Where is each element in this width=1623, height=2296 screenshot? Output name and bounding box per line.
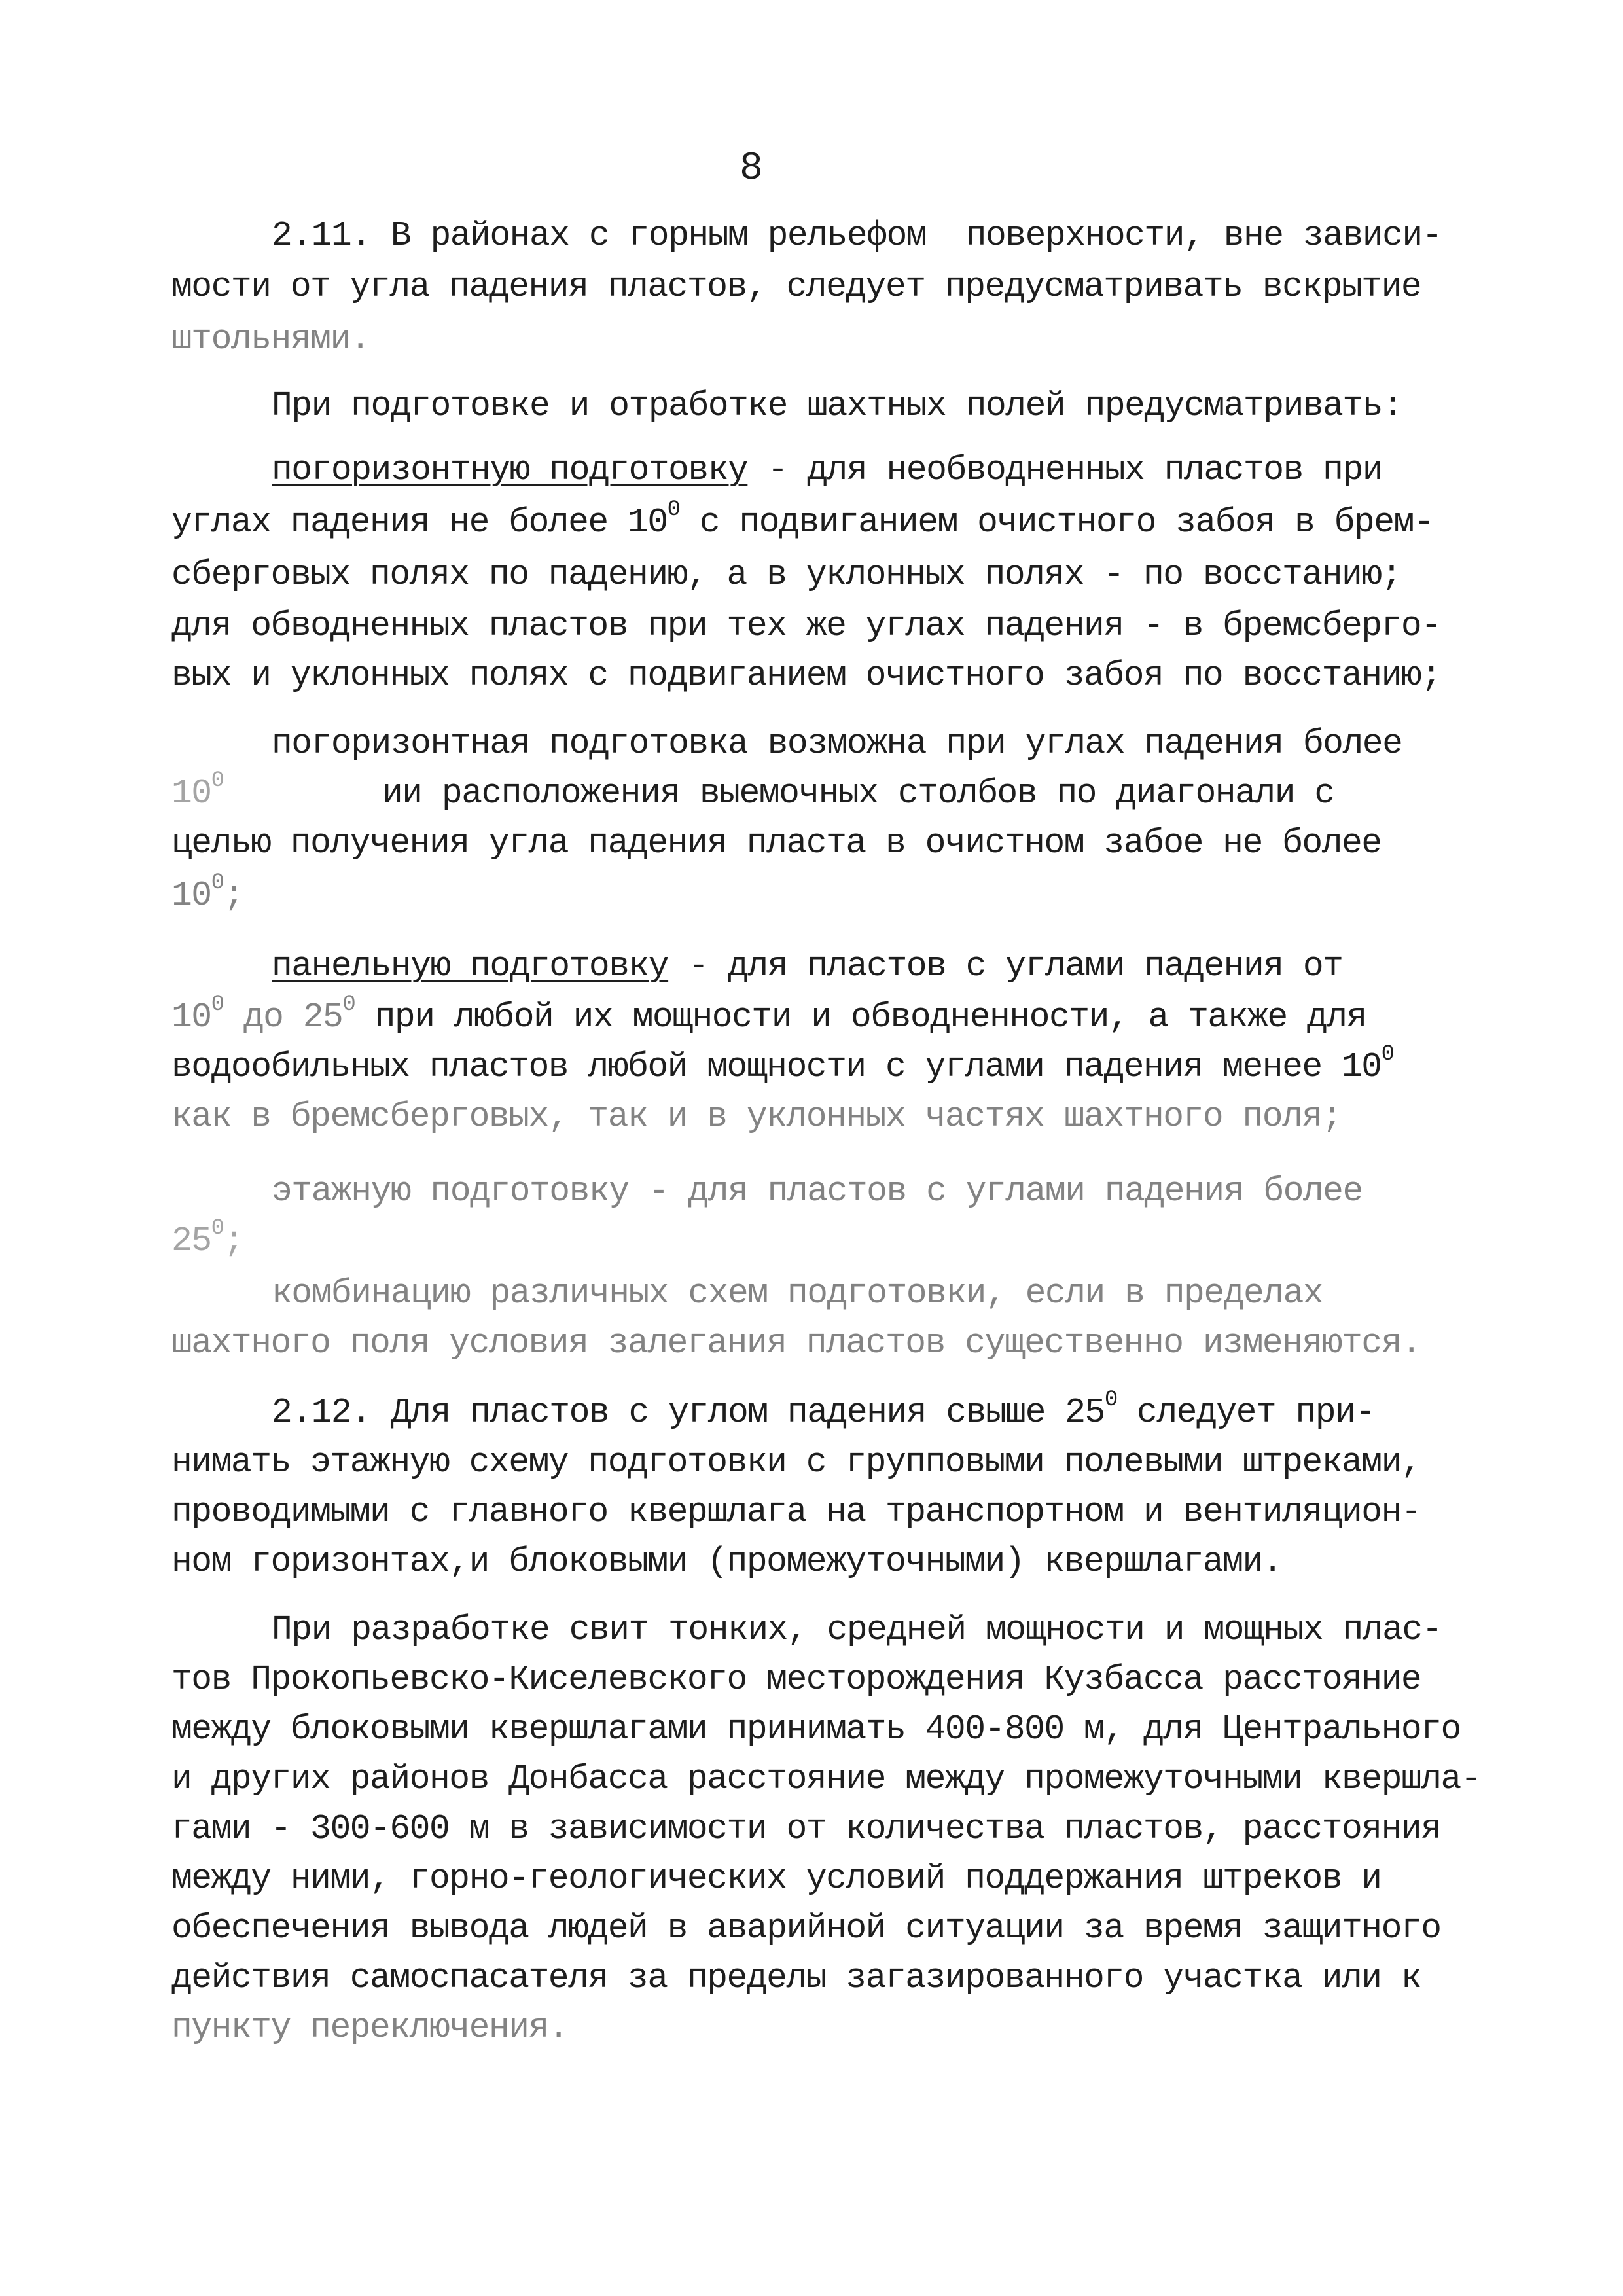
paragraph-line-6: между ними, горно-геологических условий поддержания штреков и: [171, 1859, 1382, 1898]
item-2-line-1: [272, 946, 1343, 986]
paragraph-line-5: гами - 300-600 м в зависимости от количества пластов, расстояния: [171, 1809, 1441, 1848]
degree-sign: 0: [667, 497, 680, 523]
paragraph-line-4: и других районов Донбасса расстояние между промежуточными квершла-: [171, 1759, 1481, 1799]
degree-sign: 0: [211, 1216, 224, 1242]
item-1b-line-1: погоризонтная подготовка возможна при углах падения более: [272, 724, 1402, 763]
item-2-line-2-b: до 25: [223, 997, 343, 1037]
section-2-11-line-2: мости от угла падения пластов, следует предусматривать вскрытие: [171, 267, 1421, 306]
item-1-term: погоризонтную подготовку: [272, 450, 748, 490]
item-1b-line-3: целью получения угла падения пласта в очистном забое не более: [171, 823, 1382, 863]
degree-sign: 0: [1381, 1042, 1394, 1067]
item-2-line-2-c: при любой их мощности и обводненности, а также для: [355, 997, 1366, 1037]
item-1b-line-4: [171, 870, 243, 915]
item-1b-line-4-b: ;: [223, 876, 243, 915]
item-4-line-2: шахтного поля условия залегания пластов существенно изменяются.: [171, 1323, 1421, 1363]
item-1b-line-2-b: ии расположения выемочных столбов по диагонали с: [223, 774, 1334, 813]
degree-sign: 0: [211, 768, 224, 794]
item-1-line-2: [171, 497, 1434, 542]
item-2-line-1-rest: - для пластов с углами падения от: [668, 946, 1343, 986]
item-3-line-2-a: 25: [171, 1221, 211, 1261]
item-3-line-2: [171, 1216, 243, 1261]
section-2-12-line-4: ном горизонтах,и блоковыми (промежуточными) квершлагами.: [171, 1542, 1283, 1581]
item-3-line-2-b: ;: [223, 1221, 243, 1261]
item-1-line-4: для обводненных пластов при тех же углах падения - в бремсберго-: [171, 606, 1441, 645]
degree-sign: 0: [211, 870, 224, 896]
item-1b-line-4-a: 10: [171, 876, 211, 915]
paragraph-line-2: тов Прокопьевско-Киселевского месторождения Кузбасса расстояние: [171, 1660, 1421, 1699]
section-2-12-line-2: нимать этажную схему подготовки с групповыми полевыми штреками,: [171, 1443, 1421, 1482]
section-2-12-line-1-b: следует при-: [1116, 1393, 1375, 1432]
degree-sign: 0: [342, 992, 355, 1018]
item-1-line-5: вых и уклонных полях с подвиганием очистного забоя по восстанию;: [171, 656, 1441, 695]
section-2-12-line-1-a: 2.12. Для пластов с углом падения свыше 25: [272, 1393, 1105, 1432]
item-2-line-3-a: водообильных пластов любой мощности с углами падения менее 10: [171, 1047, 1382, 1086]
paragraph-line-7: обеспечения вывода людей в аварийной ситуации за время защитного: [171, 1909, 1441, 1948]
paragraph-line-3: между блоковыми квершлагами принимать 400-800 м, для Центрального: [171, 1710, 1461, 1749]
item-2-line-3: [171, 1042, 1394, 1086]
item-2-term: панельную подготовку: [272, 946, 669, 986]
page-number: 8: [740, 147, 764, 191]
section-2-11-line-1: 2.11. В районах с горным рельефом поверхности, вне зависи-: [272, 216, 1442, 255]
degree-sign: 0: [1104, 1388, 1117, 1413]
item-2-line-2: [171, 992, 1366, 1037]
paragraph-line-8: действия самоспасателя за пределы загазированного участка или к: [171, 1958, 1421, 1998]
item-3-line-1: этажную подготовку - для пластов с углами падения более: [272, 1172, 1363, 1211]
item-1b-line-2-a: 10: [171, 774, 211, 813]
intro-line: При подготовке и отработке шахтных полей предусматривать:: [272, 386, 1402, 425]
section-2-11-line-3: штольнями.: [171, 319, 370, 359]
item-2-line-4: как в бремсберговых, так и в уклонных частях шахтного поля;: [171, 1097, 1342, 1136]
section-2-12-line-3: проводимыми с главного квершлага на транспортном и вентиляцион-: [171, 1492, 1421, 1532]
section-2-12-line-1: [272, 1388, 1375, 1432]
item-4-line-1: комбинацию различных схем подготовки, если в пределах: [272, 1274, 1323, 1313]
degree-sign: 0: [211, 992, 224, 1018]
paragraph-line-9: пункту переключения.: [171, 2008, 569, 2047]
item-1-line-2-a: углах падения не более 10: [171, 503, 668, 542]
paragraph-line-1: При разработке свит тонких, средней мощности и мощных плас-: [272, 1610, 1442, 1649]
item-2-line-2-a: 10: [171, 997, 211, 1037]
item-1b-line-2: [171, 768, 1334, 813]
item-1-line-3: сберговых полях по падению, а в уклонных полях - по восстанию;: [171, 555, 1401, 594]
item-1-line-1: [272, 450, 1382, 490]
item-1-line-2-b: с подвиганием очистного забоя в брем-: [679, 503, 1434, 542]
item-1-line-1-rest: - для необводненных пластов при: [747, 450, 1383, 490]
